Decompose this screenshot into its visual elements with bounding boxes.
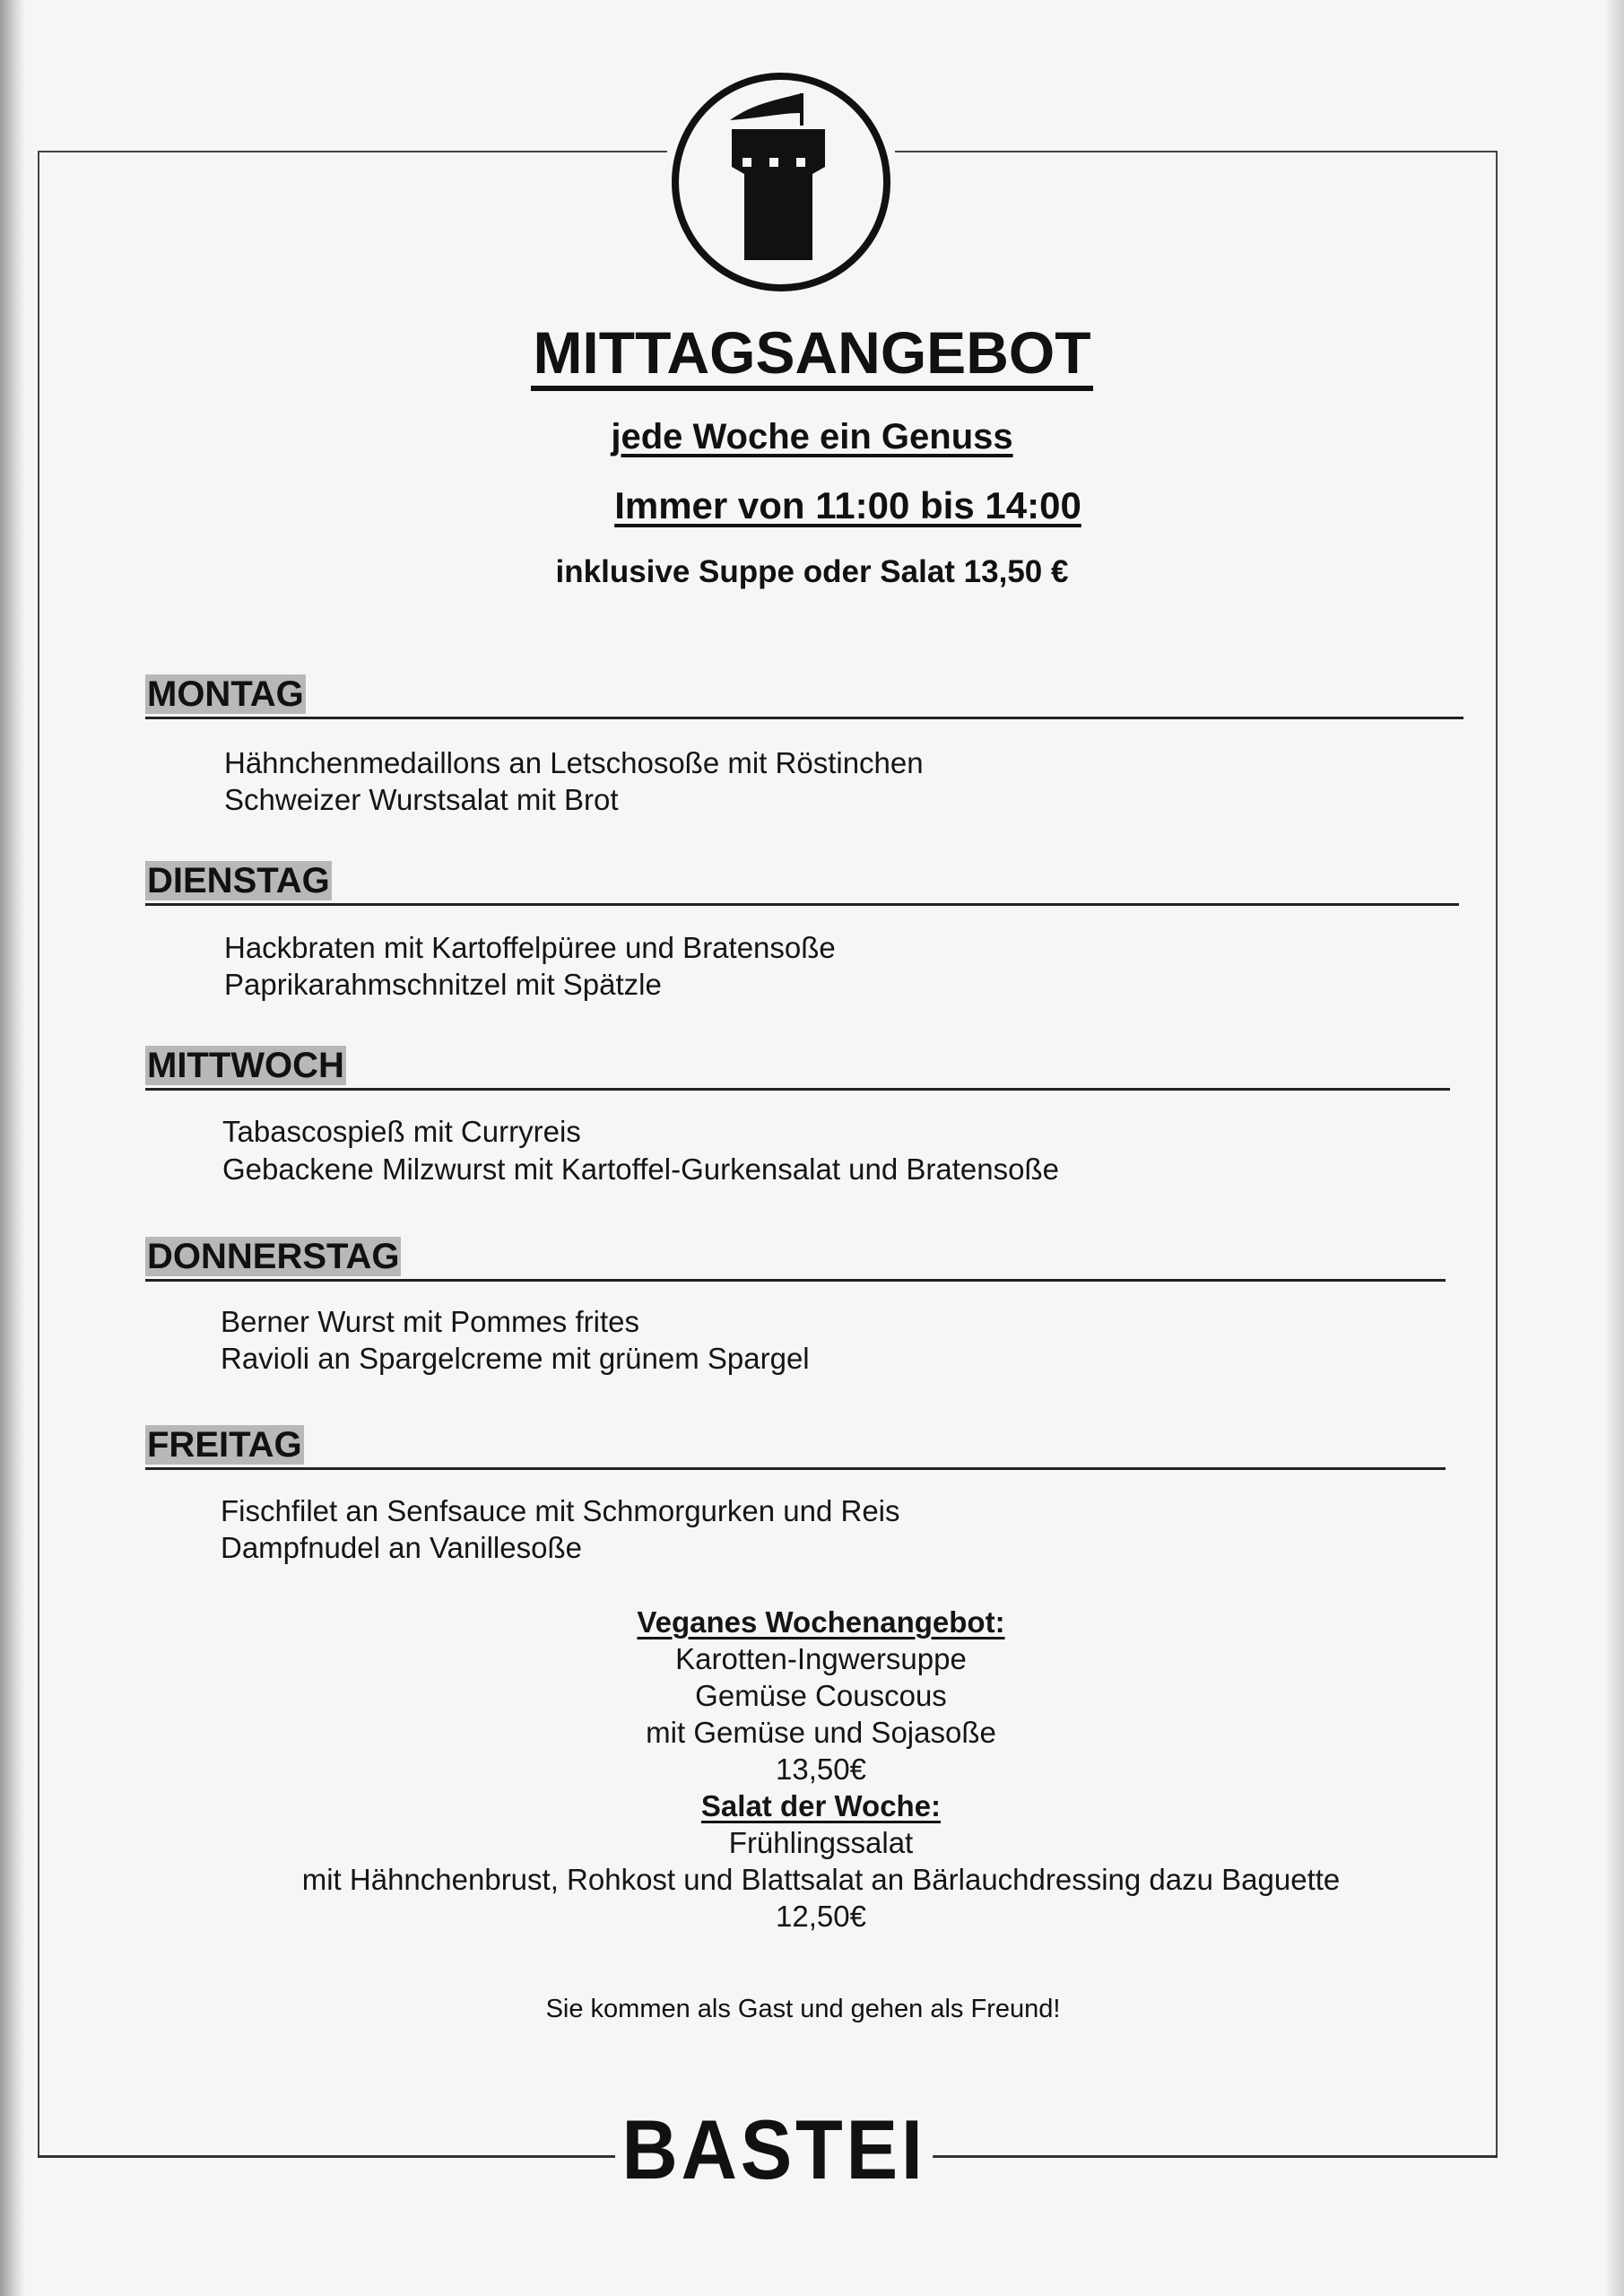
subtitle-text: jede Woche ein Genuss bbox=[611, 417, 1013, 457]
salad-price: 12,50€ bbox=[776, 1900, 866, 1933]
footer-line-right bbox=[888, 2155, 1498, 2158]
tower-logo bbox=[667, 68, 895, 296]
dish-item: Hackbraten mit Kartoffelpüree und Bratensoße bbox=[224, 931, 836, 964]
footer-line-left bbox=[38, 2155, 630, 2158]
day-header-mittwoch bbox=[145, 1046, 1450, 1091]
price-note: inklusive Suppe oder Salat 13,50 € bbox=[555, 554, 1069, 589]
dish-item: Dampfnudel an Vanillesoße bbox=[221, 1531, 582, 1564]
day-name: MONTAG bbox=[147, 674, 304, 714]
vegan-section bbox=[9, 1604, 1624, 1935]
page-title bbox=[0, 318, 1624, 391]
salad-item: Frühlingssalat bbox=[728, 1826, 914, 1859]
vegan-item: Gemüse Couscous bbox=[695, 1679, 947, 1712]
divider-line bbox=[145, 1279, 1446, 1282]
day-name: MITTWOCH bbox=[147, 1046, 344, 1085]
dish-item: Tabascospieß mit Curryreis bbox=[222, 1115, 581, 1148]
divider-line bbox=[145, 1467, 1446, 1470]
vegan-price: 13,50€ bbox=[776, 1752, 866, 1786]
opening-hours bbox=[36, 484, 1624, 527]
salad-item: mit Hähnchenbrust, Rohkost und Blattsalat an Bärlauchdressing dazu Baguette bbox=[301, 1863, 1341, 1896]
dish-item: Ravioli an Spargelcreme mit grünem Spargel bbox=[221, 1342, 810, 1375]
dish-item: Berner Wurst mit Pommes frites bbox=[221, 1305, 639, 1338]
day-header-donnerstag bbox=[145, 1237, 1446, 1282]
day-name: DIENSTAG bbox=[147, 861, 330, 900]
vegan-title: Veganes Wochenangebot: bbox=[637, 1605, 1005, 1639]
dish-item: Hähnchenmedaillons an Letschosoße mit Röstinchen bbox=[224, 746, 924, 779]
vegan-item: Karotten-Ingwersuppe bbox=[675, 1642, 967, 1675]
title-text: MITTAGSANGEBOT bbox=[531, 319, 1092, 391]
day-header-montag bbox=[145, 674, 1463, 719]
hours-text: Immer von 11:00 bis 14:00 bbox=[614, 484, 1081, 526]
vegan-item: mit Gemüse und Sojasoße bbox=[646, 1716, 996, 1749]
salad-title: Salat der Woche: bbox=[700, 1789, 942, 1822]
divider-line bbox=[145, 903, 1459, 906]
day-header-dienstag bbox=[145, 861, 1459, 906]
dish-item: Gebackene Milzwurst mit Kartoffel-Gurkensalat und Bratensoße bbox=[222, 1152, 1059, 1186]
subtitle bbox=[0, 417, 1624, 457]
closing-slogan: Sie kommen als Gast und gehen als Freund! bbox=[545, 1995, 1061, 2023]
day-name: FREITAG bbox=[147, 1425, 302, 1465]
divider-line bbox=[145, 1088, 1450, 1091]
castle-tower-icon bbox=[667, 68, 895, 296]
day-name: DONNERSTAG bbox=[147, 1237, 400, 1276]
day-header-freitag bbox=[145, 1425, 1446, 1470]
divider-line bbox=[145, 717, 1463, 719]
dish-item: Fischfilet an Senfsauce mit Schmorgurken und Reis bbox=[221, 1494, 900, 1527]
dish-item: Schweizer Wurstsalat mit Brot bbox=[224, 783, 619, 816]
dish-item: Paprikarahmschnitzel mit Spätzle bbox=[224, 968, 662, 1001]
brand-logo-text: BASTEI bbox=[615, 2100, 933, 2199]
